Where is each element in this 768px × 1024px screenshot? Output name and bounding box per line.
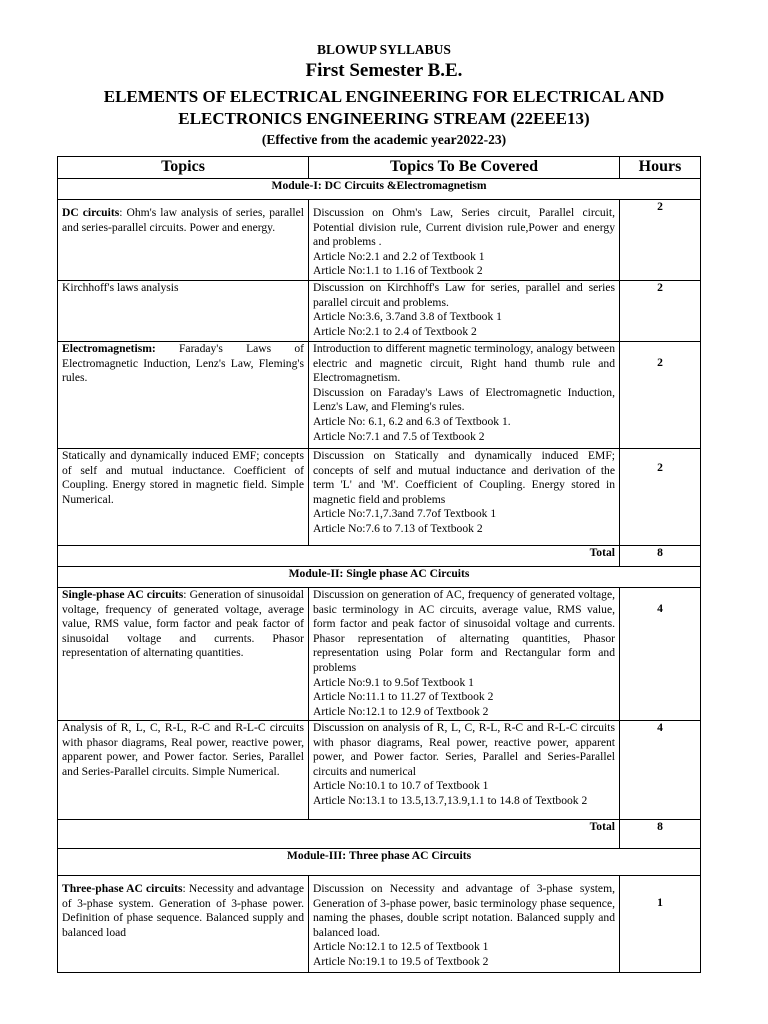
article-ref: Article No: 6.1, 6.2 and 6.3 of Textbook 1. (313, 414, 511, 428)
article-ref: Article No:2.1 and 2.2 of Textbook 1 (313, 249, 485, 263)
table-row (58, 876, 701, 973)
hours-cell: 2 (620, 281, 701, 342)
topic-text: Statically and dynamically induced EMF; concepts of self and mutual inductance. Coefficient of Coupling. Energy stored in magnetic field. Simple Numerical. (62, 449, 304, 506)
total-label: Total (58, 820, 620, 849)
table-header-row (58, 157, 701, 179)
covered-cell (309, 281, 620, 342)
header-topics-covered: Topics To Be Covered (309, 157, 620, 179)
article-ref: Article No:11.1 to 11.27 of Textbook 2 (313, 690, 494, 704)
topic-text: : Ohm's law analysis of series, parallel and series-parallel circuits. Power and energy. (62, 206, 304, 234)
table-row (58, 281, 701, 342)
covered-text-extra: Discussion on Faraday's Laws of Electromagnetic Induction, Lenz's Law, and Fleming's rules. (313, 385, 615, 414)
total-row (58, 546, 701, 567)
article-ref: Article No:19.1 to 19.5 of Textbook 2 (313, 954, 489, 968)
covered-cell (309, 876, 620, 973)
module-title-row (58, 849, 701, 876)
article-ref: Article No:3.6, 3.7and 3.8 of Textbook 1 (313, 310, 502, 324)
header-topics: Topics (58, 157, 309, 179)
topic-text: Kirchhoff's laws analysis (62, 281, 179, 294)
article-ref: Article No:12.1 to 12.5 of Textbook 1 (313, 940, 489, 954)
article-ref: Article No:7.1 and 7.5 of Textbook 2 (313, 429, 485, 443)
topic-cell (58, 449, 309, 546)
module-title-row (58, 179, 701, 200)
topic-cell (58, 200, 309, 281)
table-row (58, 449, 701, 546)
hours-cell: 4 (620, 721, 701, 820)
total-value: 8 (620, 546, 701, 567)
topic-cell (58, 281, 309, 342)
module-2-title: Module-II: Single phase AC Circuits (58, 567, 701, 588)
table-row (58, 588, 701, 721)
covered-cell (309, 721, 620, 820)
topic-bold: Three-phase AC circuits (62, 882, 183, 895)
covered-cell (309, 588, 620, 721)
hours-value: 1 (657, 896, 663, 909)
article-ref: Article No:1.1 to 1.16 of Textbook 2 (313, 264, 483, 278)
topic-text: : Generation of sinusoidal voltage, frequency of generated voltage, average value, RMS value, form factor and peak factor of sinusoidal voltage and currents. Phasor representation of alternating quantities. (62, 588, 304, 660)
covered-text: Introduction to different magnetic terminology, analogy between electric and magnetic circuit, Right hand thumb rule and Electromagnetism. (313, 342, 615, 385)
hours-value: 2 (657, 461, 663, 474)
blowup-syllabus-heading: BLOWUP SYLLABUS (317, 42, 451, 57)
hours-value: 2 (657, 356, 663, 369)
article-ref: Article No:12.1 to 12.9 of Textbook 2 (313, 704, 489, 718)
covered-text: Discussion on analysis of R, L, C, R-L, R-C and R-L-C circuits with phasor diagrams, Real power, reactive power, apparent power, and Power factor. Series, Parallel and Series-Parallel circuits and numerical (313, 721, 615, 778)
module-1-title: Module-I: DC Circuits &Electromagnetism (58, 179, 701, 200)
article-ref: Article No:10.1 to 10.7 of Textbook 1 (313, 779, 489, 793)
topic-text: Analysis of R, L, C, R-L, R-C and R-L-C circuits with phasor diagrams, Real power, reactive power, apparent power, and Power factor. Series, Parallel and Series-Parallel circuits. Simple Numerical. (62, 721, 304, 778)
article-ref: Article No:7.1,7.3and 7.7of Textbook 1 (313, 507, 497, 521)
topic-text: : Necessity and advantage of 3-phase system. Generation of 3-phase power. Definition of phase sequence. Balanced supply and balanced load (62, 882, 304, 939)
hours-cell (620, 342, 701, 449)
covered-cell (309, 342, 620, 449)
course-title-line1: ELEMENTS OF ELECTRICAL ENGINEERING FOR ELECTRICAL AND (103, 87, 665, 106)
article-ref: Article No:2.1 to 2.4 of Textbook 2 (313, 324, 477, 338)
covered-text: Discussion on Kirchhoff's Law for series, parallel and series parallel circuit and problems. (313, 281, 615, 309)
covered-text: Discussion on Statically and dynamically induced EMF; concepts of self and mutual inductance and derivation of the term 'L' and 'M'. Coefficient of Coupling. Energy stored in magnetic field and problems (313, 449, 615, 506)
hours-cell (620, 588, 701, 721)
topic-text: Faraday's Laws of Electromagnetic Induction, Lenz's Law, Fleming's rules. (62, 342, 304, 385)
hours-cell (620, 876, 701, 973)
total-value: 8 (620, 820, 701, 849)
table-row (58, 200, 701, 281)
module-title-row (58, 567, 701, 588)
covered-text: Discussion on Necessity and advantage of 3-phase system, Generation of 3-phase power, basic terminology phase sequence, naming the phases, double script notation. Balanced supply and balanced load. (313, 882, 615, 939)
hours-value: 4 (657, 602, 663, 615)
topic-bold: Single-phase AC circuits (62, 588, 184, 601)
article-ref: Article No:7.6 to 7.13 of Textbook 2 (313, 521, 483, 535)
covered-text: Discussion on Ohm's Law, Series circuit, Parallel circuit, Potential division rule, Current division rule,Power and energy and problems . (313, 206, 615, 249)
effective-year-note: (Effective from the academic year2022-23) (261, 132, 507, 147)
topic-cell (58, 588, 309, 721)
course-title (0, 86, 768, 130)
covered-cell (309, 449, 620, 546)
total-row (58, 820, 701, 849)
table-row (58, 721, 701, 820)
covered-cell (309, 200, 620, 281)
syllabus-table (57, 156, 701, 973)
module-3-title: Module-III: Three phase AC Circuits (58, 849, 701, 876)
topic-cell (58, 721, 309, 820)
article-ref: Article No:9.1 to 9.5of Textbook 1 (313, 675, 474, 689)
semester-heading: First Semester B.E. (305, 60, 463, 81)
header-hours: Hours (620, 157, 701, 179)
topic-bold: DC circuits (62, 206, 120, 219)
topic-cell (58, 342, 309, 449)
total-label: Total (58, 546, 620, 567)
hours-cell (620, 449, 701, 546)
table-row (58, 342, 701, 449)
topic-cell (58, 876, 309, 973)
topic-bold: Electromagnetism: (62, 342, 156, 355)
course-title-line2: ELECTRONICS ENGINEERING STREAM (22EEE13) (178, 109, 590, 128)
covered-text: Discussion on generation of AC, frequency of generated voltage, basic terminology in AC circuits, average value, RMS value, form factor and peak factor of sinusoidal voltage and currents. Phasor representation of alternating quantities, Phasor representation using Polar form and Rectangular form and problems (313, 588, 615, 674)
article-ref: Article No:13.1 to 13.5,13.7,13.9,1.1 to 14.8 of Textbook 2 (313, 793, 588, 807)
hours-cell: 2 (620, 200, 701, 281)
